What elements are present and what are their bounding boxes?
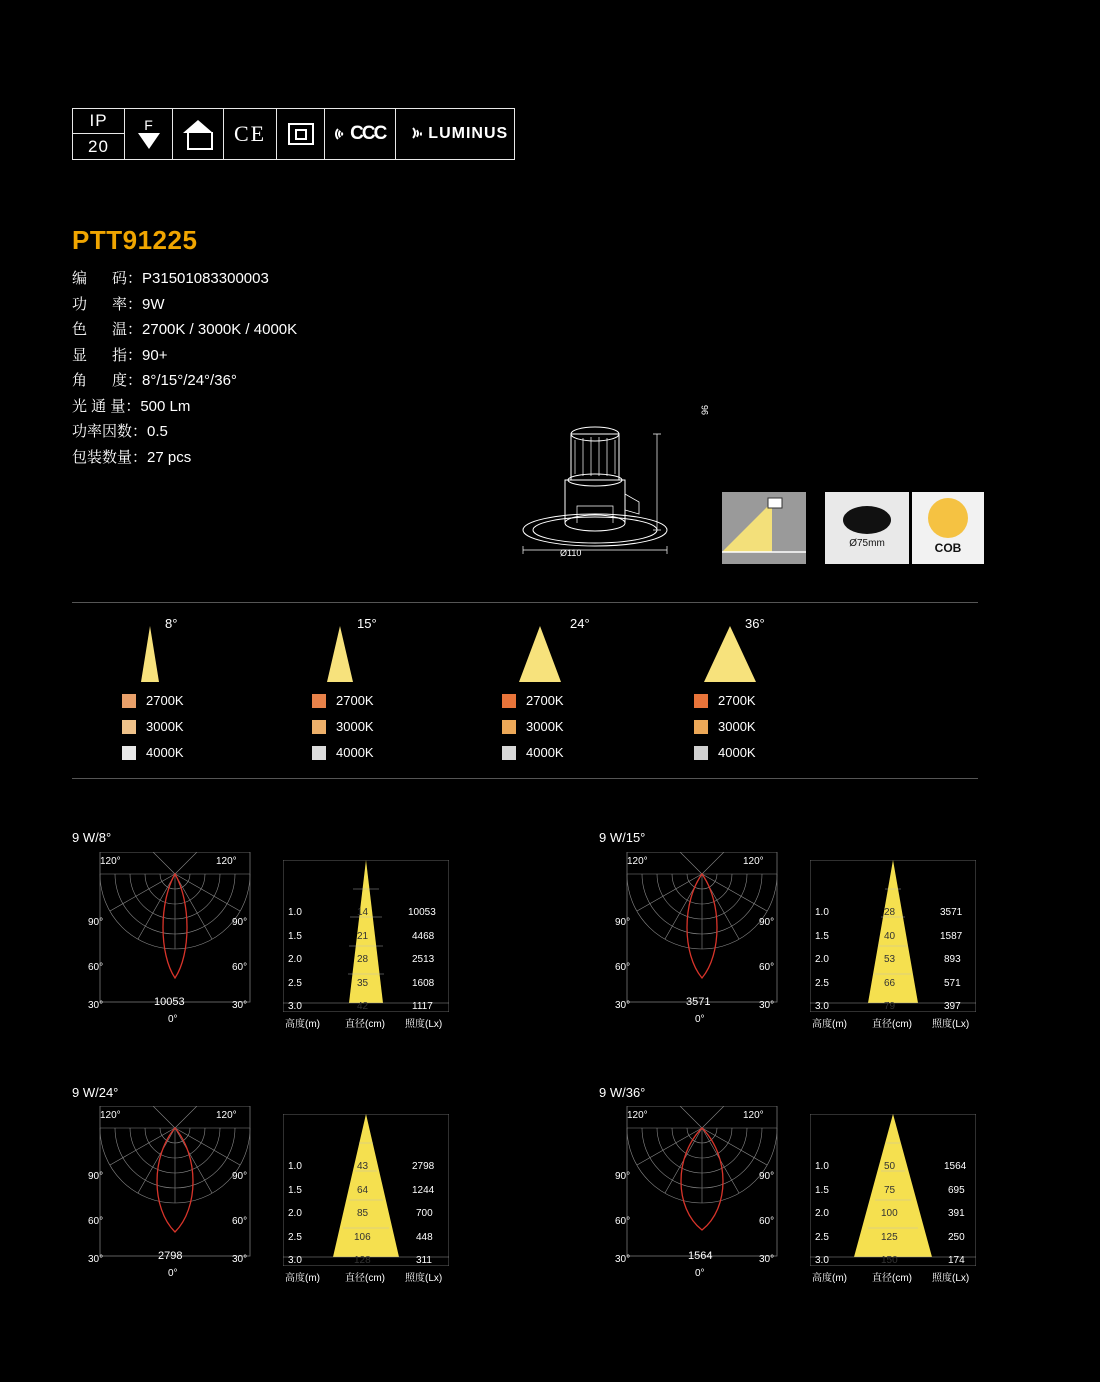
luminus-logo-text: LUMINUS: [428, 125, 509, 142]
color-swatch: [694, 720, 708, 734]
beam-cone-0: [120, 626, 180, 682]
polar-label-90-left: 90°: [88, 917, 104, 928]
photometric-title-1: 9 W/15°: [599, 830, 646, 845]
table-cell-height: 3.0: [288, 1001, 302, 1012]
polar-label-60-left: 60°: [615, 962, 631, 973]
color-temp-label: 3000K: [336, 719, 374, 734]
table-cell-diameter: 53: [884, 954, 896, 965]
polar-label-120-right: 120°: [743, 1110, 764, 1121]
spec-row: [72, 445, 297, 471]
color-swatch: [502, 694, 516, 708]
polar-center-value-3: 1564: [688, 1250, 713, 1262]
spec-row: [72, 317, 297, 343]
polar-label-90-left: 90°: [615, 1171, 631, 1182]
table-cell-lux: 1587: [940, 931, 963, 942]
color-temp-label: 4000K: [336, 745, 374, 760]
page-title: PTT91225: [72, 225, 198, 255]
table-header-diameter: 直径(cm): [345, 1273, 385, 1284]
table-cell-height: 1.0: [288, 907, 302, 918]
table-cell-lux: 1608: [412, 978, 435, 989]
table-cell-diameter: 28: [884, 907, 896, 918]
beam-cone-2: [505, 626, 575, 682]
table-header-diameter: 直径(cm): [872, 1019, 912, 1030]
table-cell-diameter: 128: [354, 1255, 371, 1266]
spec-value: 0.5: [147, 423, 168, 440]
polar-label-30-left: 30°: [615, 1254, 631, 1265]
polar-label-90-right: 90°: [759, 917, 775, 928]
table-cell-diameter: 79: [884, 1001, 896, 1012]
polar-label-30-right: 30°: [232, 1254, 248, 1265]
color-swatch: [502, 720, 516, 734]
spec-key: 编 码：: [72, 270, 143, 287]
beam-cone-3: [690, 626, 770, 682]
color-temp-label: 2700K: [718, 693, 756, 708]
spec-key: 包装数量：: [72, 448, 148, 466]
polar-label-30-right: 30°: [232, 1000, 248, 1011]
spec-value: 27 pcs: [147, 448, 192, 466]
polar-label-0: 0°: [695, 1268, 705, 1279]
polar-label-30-left: 30°: [88, 1000, 104, 1011]
f-mark-triangle: [138, 133, 160, 149]
spec-key: 色 温：: [72, 321, 143, 338]
polar-label-90-left: 90°: [615, 917, 631, 928]
table-cell-lux: 391: [948, 1208, 965, 1219]
table-cell-height: 2.0: [815, 954, 829, 965]
color-temp-row: [694, 719, 756, 734]
color-temp-row: [312, 745, 374, 760]
table-cell-lux: 1117: [412, 1001, 433, 1012]
table-cell-height: 1.5: [815, 931, 829, 942]
table-cell-diameter: 106: [354, 1232, 371, 1243]
luminus-mark-icon: [402, 126, 422, 142]
light-source-badge: [912, 492, 984, 564]
beam-cone-1: [310, 626, 370, 682]
dimension-height: 96: [700, 404, 710, 415]
color-temp-row: [502, 693, 564, 708]
polar-label-60-left: 60°: [88, 1216, 104, 1227]
table-cell-lux: 893: [944, 954, 961, 965]
ip-rating-badge: [73, 109, 125, 159]
table-header-height: 高度(m): [812, 1273, 847, 1284]
color-temp-row: [122, 693, 184, 708]
polar-label-120-right: 120°: [743, 856, 764, 867]
color-temp-label: 2700K: [336, 693, 374, 708]
table-cell-diameter: 43: [357, 1161, 369, 1172]
house-mark-icon: [173, 109, 224, 159]
cob-label: COB: [934, 540, 962, 555]
color-swatch: [694, 746, 708, 760]
table-cell-diameter: 85: [357, 1208, 369, 1219]
polar-label-120-right: 120°: [216, 1110, 237, 1121]
color-temp-label: 3000K: [526, 719, 564, 734]
spec-row: [72, 266, 297, 292]
color-temp-label: 3000K: [146, 719, 184, 734]
color-temp-label: 4000K: [146, 745, 184, 760]
table-cell-lux: 250: [948, 1232, 965, 1243]
table-cell-lux: 448: [416, 1232, 433, 1243]
table-header-lux: 照度(Lx): [932, 1019, 970, 1030]
product-drawing: [505, 410, 685, 570]
color-temp-row: [502, 745, 564, 760]
ip-rating-bottom: 20: [88, 136, 109, 156]
cutout-label: Ø75mm: [849, 537, 885, 549]
table-cell-height: 1.5: [288, 1185, 302, 1196]
color-temp-label: 2700K: [146, 693, 184, 708]
table-cell-height: 2.5: [815, 1232, 829, 1243]
spec-row: [72, 368, 297, 394]
polar-label-90-right: 90°: [232, 1171, 248, 1182]
color-temp-row: [122, 745, 184, 760]
divider-top: [72, 602, 978, 603]
table-cell-height: 2.0: [815, 1208, 829, 1219]
color-swatch: [122, 720, 136, 734]
beam-angle-label-3: 36°: [745, 616, 765, 631]
color-swatch: [312, 746, 326, 760]
table-cell-lux: 4468: [412, 931, 435, 942]
table-cell-lux: 174: [948, 1255, 965, 1266]
table-header-diameter: 直径(cm): [345, 1019, 385, 1030]
spec-value: 9W: [142, 295, 165, 313]
polar-label-60-right: 60°: [232, 1216, 248, 1227]
polar-label-30-right: 30°: [759, 1000, 775, 1011]
polar-center-value-1: 3571: [686, 996, 711, 1008]
table-header-lux: 照度(Lx): [405, 1019, 443, 1030]
polar-label-30-right: 30°: [759, 1254, 775, 1265]
spec-key: 光 通 量：: [72, 397, 141, 415]
beam-angle-label-1: 15°: [357, 616, 377, 631]
table-cell-lux: 571: [944, 978, 961, 989]
table-cell-height: 2.5: [815, 978, 829, 989]
spec-value: 2700K / 3000K / 4000K: [142, 321, 298, 338]
polar-label-120-left: 120°: [627, 1110, 648, 1121]
table-cell-lux: 397: [944, 1001, 961, 1012]
spec-key: 功率因数：: [72, 423, 148, 440]
table-cell-height: 1.0: [815, 1161, 829, 1172]
certification-bar: [72, 108, 515, 160]
table-cell-diameter: 50: [884, 1161, 896, 1172]
ip-rating-top: IP: [73, 109, 124, 134]
color-temp-row: [312, 693, 374, 708]
polar-label-120-left: 120°: [100, 1110, 121, 1121]
table-cell-diameter: 14: [357, 907, 369, 918]
spec-row: [72, 394, 297, 420]
beam-angle-label-2: 24°: [570, 616, 590, 631]
polar-label-120-left: 120°: [100, 856, 121, 867]
color-temp-label: 4000K: [526, 745, 564, 760]
table-cell-height: 1.0: [288, 1161, 302, 1172]
table-cell-height: 2.0: [288, 954, 302, 965]
polar-label-120-right: 120°: [216, 856, 237, 867]
spec-value: 90+: [142, 346, 168, 364]
table-cell-height: 1.5: [288, 931, 302, 942]
divider-bottom: [72, 778, 978, 779]
ce-mark-icon: [224, 109, 277, 159]
polar-label-90-left: 90°: [88, 1171, 104, 1182]
color-swatch: [694, 694, 708, 708]
luminus-logo: [396, 109, 514, 159]
table-cell-height: 1.5: [815, 1185, 829, 1196]
spec-row: [72, 343, 297, 369]
photometric-title-2: 9 W/24°: [72, 1085, 119, 1100]
beam-direction-badge: [722, 492, 806, 564]
polar-label-0: 0°: [168, 1268, 178, 1279]
table-header-lux: 照度(Lx): [932, 1273, 970, 1284]
polar-label-60-left: 60°: [615, 1216, 631, 1227]
spec-row: [72, 292, 297, 318]
spec-list: [72, 266, 297, 470]
table-cell-diameter: 21: [357, 931, 369, 942]
table-cell-diameter: 100: [881, 1208, 898, 1219]
table-cell-lux: 10053: [408, 907, 436, 918]
ccc-mark-icon: CCC: [325, 109, 396, 159]
cob-icon: [928, 498, 968, 538]
photometric-title-3: 9 W/36°: [599, 1085, 646, 1100]
color-temp-label: 2700K: [526, 693, 564, 708]
table-cell-diameter: 125: [881, 1232, 898, 1243]
table-cell-diameter: 35: [357, 978, 369, 989]
table-cell-height: 2.0: [288, 1208, 302, 1219]
table-cell-lux: 695: [948, 1185, 965, 1196]
color-temp-row: [694, 745, 756, 760]
photometric-title-0: 9 W/8°: [72, 830, 112, 845]
color-temp-row: [122, 719, 184, 734]
table-cell-diameter: 64: [357, 1185, 369, 1196]
table-cell-height: 2.5: [288, 1232, 302, 1243]
color-swatch: [122, 746, 136, 760]
polar-label-120-left: 120°: [627, 856, 648, 867]
color-temp-row: [694, 693, 756, 708]
polar-center-value-0: 10053: [154, 996, 185, 1008]
cutout-badge: [825, 492, 909, 564]
color-temp-row: [312, 719, 374, 734]
table-cell-height: 2.5: [288, 978, 302, 989]
table-cell-lux: 1244: [412, 1185, 435, 1196]
table-cell-diameter: 75: [884, 1185, 896, 1196]
polar-label-0: 0°: [168, 1014, 178, 1025]
ce-mark-label: CE: [234, 121, 267, 146]
polar-label-60-right: 60°: [759, 962, 775, 973]
spec-value: 500 Lm: [140, 397, 191, 415]
table-cell-diameter: 42: [357, 1001, 369, 1012]
polar-center-value-2: 2798: [158, 1250, 183, 1262]
table-cell-height: 3.0: [288, 1255, 302, 1266]
polar-label-0: 0°: [695, 1014, 705, 1025]
spec-row: [72, 419, 297, 445]
table-cell-height: 3.0: [815, 1001, 829, 1012]
f-mark-letter: F: [144, 117, 153, 133]
table-cell-diameter: 150: [881, 1255, 898, 1266]
table-header-diameter: 直径(cm): [872, 1273, 912, 1284]
color-swatch: [312, 694, 326, 708]
color-swatch: [122, 694, 136, 708]
table-cell-diameter: 28: [357, 954, 369, 965]
spec-key: 角 度：: [72, 372, 143, 389]
spec-value: 8°/15°/24°/36°: [142, 372, 237, 389]
table-cell-diameter: 66: [884, 978, 896, 989]
table-cell-height: 3.0: [815, 1255, 829, 1266]
table-cell-diameter: 40: [884, 931, 896, 942]
polar-label-60-right: 60°: [759, 1216, 775, 1227]
table-header-lux: 照度(Lx): [405, 1273, 443, 1284]
table-cell-lux: 1564: [944, 1161, 967, 1172]
f-mark-icon: [125, 109, 173, 159]
table-cell-lux: 2513: [412, 954, 435, 965]
polar-label-60-left: 60°: [88, 962, 104, 973]
color-temp-row: [502, 719, 564, 734]
polar-label-60-right: 60°: [232, 962, 248, 973]
polar-label-30-left: 30°: [615, 1000, 631, 1011]
color-temp-label: 4000K: [718, 745, 756, 760]
spec-key: 显 指：: [72, 346, 143, 364]
dimension-diameter: Ø110: [560, 548, 582, 558]
table-cell-lux: 3571: [940, 907, 963, 918]
table-cell-height: 1.0: [815, 907, 829, 918]
table-header-height: 高度(m): [285, 1273, 320, 1284]
polar-label-90-right: 90°: [232, 917, 248, 928]
spec-key: 功 率：: [72, 295, 143, 313]
color-temp-label: 3000K: [718, 719, 756, 734]
table-cell-lux: 2798: [412, 1161, 435, 1172]
color-swatch: [312, 720, 326, 734]
color-swatch: [502, 746, 516, 760]
polar-label-90-right: 90°: [759, 1171, 775, 1182]
table-cell-lux: 311: [416, 1255, 432, 1266]
table-cell-lux: 700: [416, 1208, 433, 1219]
table-header-height: 高度(m): [812, 1019, 847, 1030]
table-header-height: 高度(m): [285, 1019, 320, 1030]
beam-angle-label-0: 8°: [165, 616, 178, 631]
double-insulation-icon: [277, 109, 325, 159]
polar-label-30-left: 30°: [88, 1254, 104, 1265]
spec-value: P31501083300003: [142, 270, 269, 287]
